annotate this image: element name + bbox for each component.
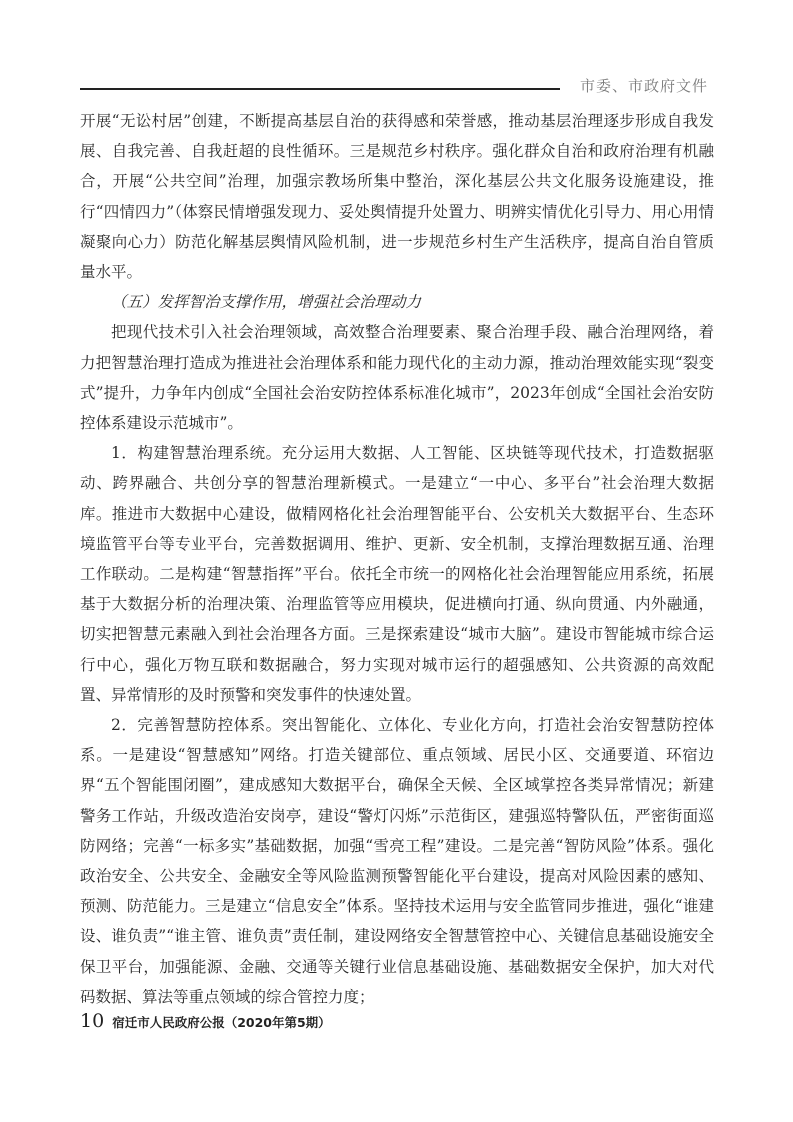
paragraph: 把现代技术引入社会治理领域，高效整合治理要素、聚合治理手段、融合治理网络，着力把智慧治理打造成为推进社会治理体系和能力现代化的主动力源，推动治理效能实现“裂变式”提升，力争年内创成“全国社会治安防控体系标准化城市”，2023年创成“全国社会治安防控体系建设示范城市”。 <box>80 323 714 433</box>
section-label: 市委、市政府文件 <box>579 77 708 95</box>
paragraph: 2．完善智慧防控体系。突出智能化、立体化、专业化方向，打造社会治安智慧防控体系。一是建设“智慧感知”网络。打造关键部位、重点领域、居民小区、交通要道、环宿边界“五个智能围闭圈”，建成感知大数据平台，确保全天候、全区域掌控各类异常情况；新建警务工作站，升级改造治安岗亭，建设“警灯闪烁”示范街区，建强巡特警队伍，严密街面巡防网络；完善“一标多实”基础数据，加强“雪亮工程”建设。二是完善“智防风险”体系。强化政治安全、公共安全、金融安全等风险监测预警智能化平台建设，提高对风险因素的感知、预测、防范能力。三是建立“信息安全”体系。坚持技术运用与安全监管同步推进，强化“谁建设、谁负责”“谁主管、谁负责”责任制，建设网络安全智慧管控中心、关键信息基础设施安全保卫平台，加强能源、金融、交通等关键行业信息基础设施、基础数据安全保护，加大对代码数据、算法等重点领域的综合管控力度； <box>80 716 714 1006</box>
page-number: 10 <box>80 1010 105 1032</box>
header-rule <box>80 88 560 90</box>
publication-title: 宿迁市人民政府公报（2020年第5期） <box>112 1015 331 1030</box>
paragraph-continued: 开展“无讼村居”创建，不断提高基层自治的获得感和荣誉感，推动基层治理逐步形成自我发展、自我完善、自我赶超的良性循环。三是规范乡村秩序。强化群众自治和政府治理有机融合，开展“公共空间”治理，加强宗教场所集中整治，深化基层公共文化服务设施建设，推行“四情四力”（体察民情增强发现力、妥处舆情提升处置力、明辨实情优化引导力、用心用情凝聚向心力）防范化解基层舆情风险机制，进一步规范乡村生产生活秩序，提高自治自管质量水平。 <box>80 112 714 282</box>
section-subheading: （五）发挥智治支撑作用，增强社会治理动力 <box>111 293 422 312</box>
page-footer <box>80 1010 331 1032</box>
paragraph: 1．构建智慧治理系统。充分运用大数据、人工智能、区块链等现代技术，打造数据驱动、跨界融合、共创分享的智慧治理新模式。一是建立“一中心、多平台”社会治理大数据库。推进市大数据中心建设，做精网格化社会治理智能平台、公安机关大数据平台、生态环境监管平台等专业平台，完善数据调用、维护、更新、安全机制，支撑治理数据互通、治理工作联动。二是构建“智慧指挥”平台。依托全市统一的网格化社会治理智能应用系统，拓展基于大数据分析的治理决策、治理监管等应用模块，促进横向打通、纵向贯通、内外融通，切实把智慧元素融入到社会治理各方面。三是探索建设“城市大脑”。建设市智能城市综合运行中心，强化万物互联和数据融合，努力实现对城市运行的超强感知、公共资源的高效配置、异常情形的及时预警和突发事件的快速处置。 <box>80 444 714 704</box>
document-body <box>80 106 714 1012</box>
